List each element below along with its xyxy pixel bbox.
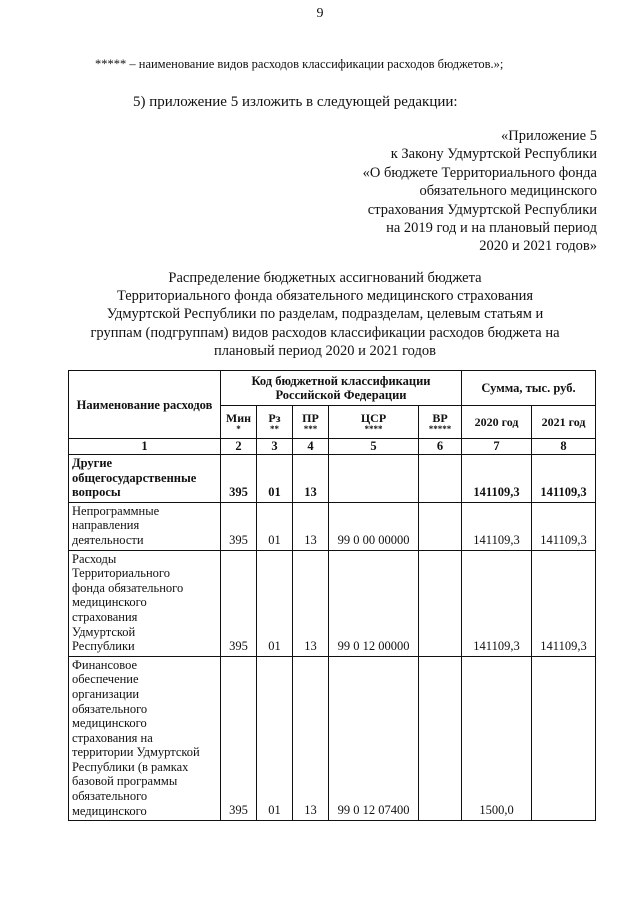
header-sum-group: Сумма, тыс. руб.	[462, 371, 596, 406]
row-name	[69, 502, 221, 550]
row-name-line: Непрограммные	[72, 503, 160, 518]
header-year-2020: 2020 год	[462, 406, 532, 439]
row-name-line: Республики	[72, 639, 135, 654]
row-name-line: медицинского	[72, 803, 147, 818]
col-number: 4	[293, 439, 329, 455]
table-row	[69, 656, 596, 821]
title-line: группам (подгруппам) видов расходов классификации расходов бюджета на	[90, 324, 560, 341]
cell-rz: 01	[257, 502, 293, 550]
header-vr-symbol: *****	[428, 423, 452, 434]
cell-pr: 13	[293, 550, 329, 656]
col-number: 8	[532, 439, 596, 455]
row-name-line: организации	[72, 686, 140, 701]
header-pr-label: ПР	[302, 410, 319, 425]
header-min-symbol: *	[236, 423, 241, 434]
appendix-line: страхования Удмуртской Республики	[367, 201, 597, 218]
row-name-line: обязательного	[72, 789, 148, 804]
row-name-line: вопросы	[72, 485, 121, 500]
row-name-line: Финансовое	[72, 657, 138, 672]
header-name: Наименование расходов	[69, 371, 221, 439]
cell-vr	[419, 550, 462, 656]
cell-min: 395	[221, 550, 257, 656]
header-pr	[293, 406, 329, 439]
row-name-line: базовой программы	[72, 774, 178, 789]
row-name	[69, 455, 221, 503]
cell-csr: 99 0 12 00000	[329, 550, 419, 656]
row-name-line: общегосударственные	[72, 470, 197, 485]
row-name-line: обязательного	[72, 701, 148, 716]
row-name-line: деятельности	[72, 532, 144, 547]
title-line: Распределение бюджетных ассигнований бюджета	[168, 270, 482, 286]
cell-vr	[419, 455, 462, 503]
row-name-line: Республики (в рамках	[72, 759, 189, 774]
cell-sum-2020: 141109,3	[462, 550, 532, 656]
cell-pr: 13	[293, 502, 329, 550]
appendix-line: «Приложение 5	[501, 128, 597, 144]
title-line: Удмуртской Республики по разделам, подразделам, целевым статьям и	[106, 306, 544, 323]
row-name-line: медицинского	[72, 595, 147, 610]
cell-rz: 01	[257, 550, 293, 656]
document-title	[60, 269, 590, 360]
col-number: 5	[329, 439, 419, 455]
row-name	[69, 550, 221, 656]
header-rz-label: Рз	[268, 410, 281, 425]
header-vr-label: ВР	[432, 410, 448, 425]
appendix-line: на 2019 год и на плановый период	[386, 220, 597, 237]
cell-sum-2021: 141109,3	[532, 550, 596, 656]
cell-vr	[419, 656, 462, 821]
appendix-line: к Закону Удмуртской Республики	[390, 146, 597, 163]
cell-rz: 01	[257, 656, 293, 821]
header-pr-symbol: ***	[303, 423, 318, 434]
row-name-line: территории Удмуртской	[72, 745, 200, 760]
header-rz	[257, 406, 293, 439]
header-year-2021: 2021 год	[532, 406, 596, 439]
row-name-line: обеспечение	[72, 672, 139, 687]
cell-pr: 13	[293, 656, 329, 821]
cell-rz: 01	[257, 455, 293, 503]
row-name-line: фонда обязательного	[72, 580, 184, 595]
col-number: 3	[257, 439, 293, 455]
header-csr-symbol: ****	[364, 423, 383, 434]
cell-vr	[419, 502, 462, 550]
cell-sum-2020: 141109,3	[462, 455, 532, 503]
footnote-vr: ***** – наименование видов расходов классификации расходов бюджетов.»;	[95, 57, 504, 71]
col-number: 1	[69, 439, 221, 455]
row-name-line: Расходы	[72, 551, 117, 566]
cell-sum-2021: 141109,3	[532, 502, 596, 550]
header-csr	[329, 406, 419, 439]
cell-sum-2021: 141109,3	[532, 455, 596, 503]
row-name-line: направления	[72, 518, 140, 533]
cell-sum-2020: 141109,3	[462, 502, 532, 550]
appendix-line: 2020 и 2021 годов»	[479, 238, 597, 255]
col-number: 6	[419, 439, 462, 455]
header-min	[221, 406, 257, 439]
row-name-line: медицинского	[72, 716, 147, 731]
cell-min: 395	[221, 656, 257, 821]
title-line: плановый период 2020 и 2021 годов	[214, 342, 436, 359]
cell-csr	[329, 455, 419, 503]
table-row	[69, 455, 596, 503]
col-number: 2	[221, 439, 257, 455]
header-rz-symbol: **	[270, 423, 279, 434]
cell-sum-2021	[532, 656, 596, 821]
table-row	[69, 550, 596, 656]
cell-pr: 13	[293, 455, 329, 503]
cell-min: 395	[221, 455, 257, 503]
row-name-line: страхования	[72, 609, 138, 624]
row-name	[69, 656, 221, 821]
title-line: Территориального фонда обязательного медицинского страхования	[116, 288, 534, 305]
header-min-label: Мин	[225, 410, 252, 425]
page-number: 9	[316, 6, 324, 21]
header-vr	[419, 406, 462, 439]
appendix-heading	[297, 127, 597, 256]
appendix-line: «О бюджете Территориального фонда	[362, 164, 597, 181]
cell-csr: 99 0 00 00000	[329, 502, 419, 550]
cell-csr: 99 0 12 07400	[329, 656, 419, 821]
cell-min: 395	[221, 502, 257, 550]
amendment-item: 5) приложение 5 изложить в следующей редакции:	[133, 94, 458, 110]
budget-table	[68, 370, 596, 821]
col-number: 7	[462, 439, 532, 455]
row-name-line: страхования на	[72, 730, 153, 745]
row-name-line: Другие	[72, 456, 113, 470]
header-csr-label: ЦСР	[360, 410, 387, 425]
cell-sum-2020: 1500,0	[462, 656, 532, 821]
row-name-line: Территориального	[72, 566, 170, 581]
row-name-line: Удмуртской	[72, 624, 136, 639]
appendix-line: обязательного медицинского	[419, 183, 597, 200]
header-code-group: Код бюджетной классификации Российской Федерации	[221, 371, 462, 406]
table-row	[69, 502, 596, 550]
